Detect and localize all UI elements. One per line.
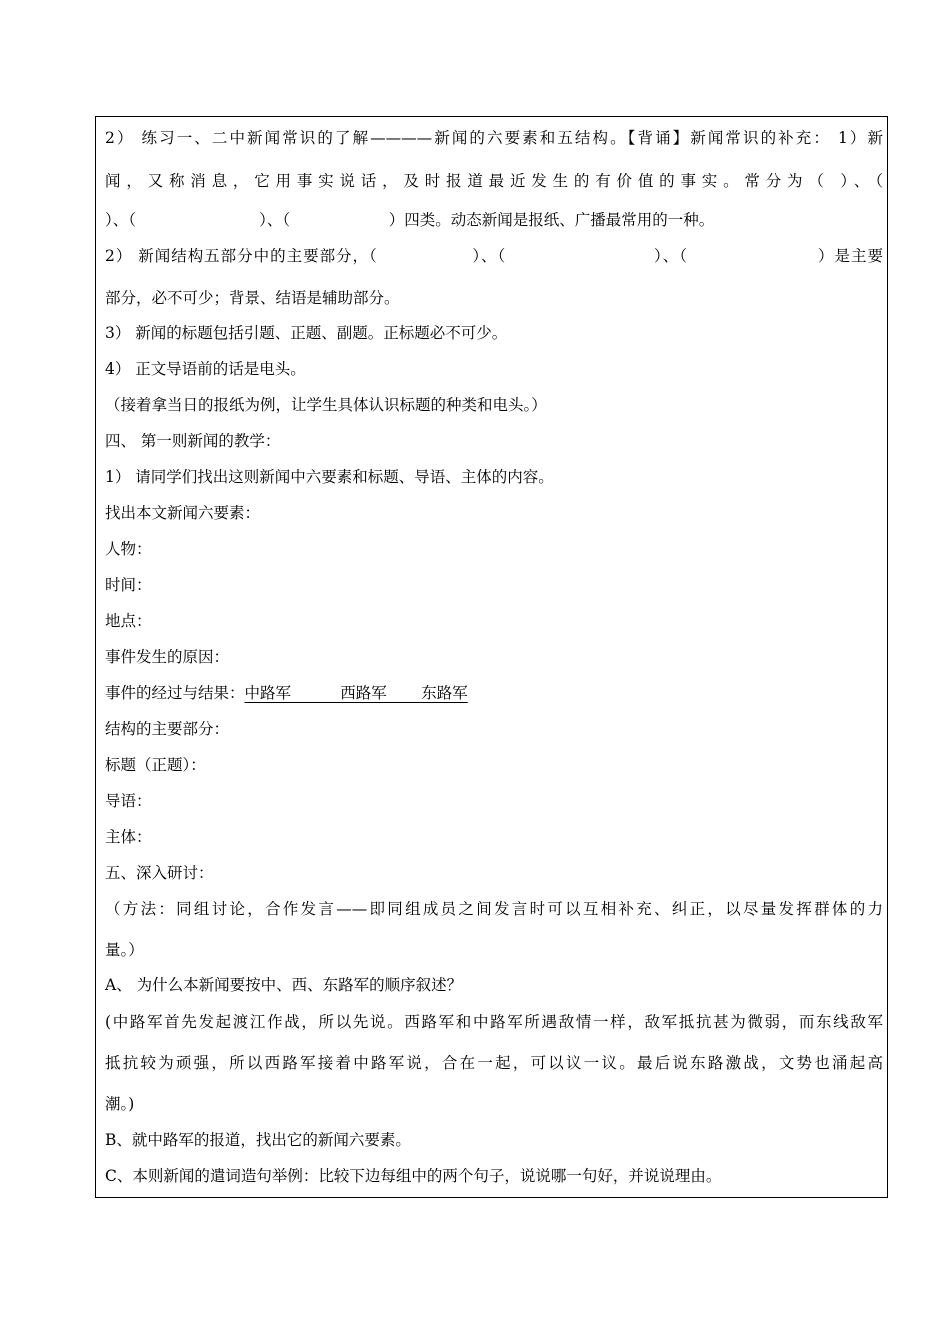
text-line: 时间： [105, 576, 152, 594]
text-line [105, 683, 883, 703]
text-line: 结构的主要部分： [105, 720, 230, 738]
text-line: 2） 新闻结构五部分中的主要部分，（ ）、（ ）、（ ）是主要 [105, 247, 883, 265]
text-line: 量。） [105, 941, 144, 959]
text-line: 人物： [105, 540, 152, 558]
text-line: 标题（正题）： [105, 756, 206, 774]
text-line: A、 为什么本新闻要按中、西、东路军的顺序叙述？ [105, 976, 463, 994]
section-heading: 五、深入研讨： [105, 864, 214, 882]
text-line: 找出本文新闻六要素： [105, 504, 261, 522]
text-line: 潮。) [105, 1095, 135, 1113]
section-heading: 四、 第一则新闻的教学： [105, 432, 281, 450]
text-line: ）、（ ）、（ ）四类。动态新闻是报纸、广播最常用的一种。 [105, 211, 715, 229]
text-line: 主体： [105, 828, 152, 846]
text-line: C、本则新闻的遣词造句举例：比较下边每组中的两个句子，说说哪一句好，并说说理由。 [105, 1167, 722, 1185]
text-line: 抵抗较为顽强，所以西路军接着中路军说，合在一起，可以议一议。最后说东路激战，文势也涌起高 [105, 1054, 883, 1072]
text-line: （接着拿当日的报纸为例，让学生具体认识标题的种类和电头。） [105, 396, 547, 414]
underlined-text: 中路军 西路军 东路军 [244, 684, 468, 702]
text-line: 3） 新闻的标题包括引题、正题、副题。正标题必不可少。 [105, 324, 508, 342]
text-line: 导语： [105, 792, 152, 810]
text-line: 地点： [105, 612, 152, 630]
text-line: B、就中路军的报道，找出它的新闻六要素。 [105, 1131, 411, 1149]
text-line: 部分，必不可少；背景、结语是辅助部分。 [105, 289, 400, 307]
text-line: 闻，又称消息，它用事实说话，及时报道最近发生的有价值的事实。常分为（ ）、（ [105, 172, 883, 190]
text-line: 2） 练习一、二中新闻常识的了解————新闻的六要素和五结构。【背诵】新闻常识的补充： 1）新 [105, 129, 883, 147]
text-line: （方法：同组讨论，合作发言——即同组成员之间发言时可以互相补充、纠正，以尽量发挥群体的力 [105, 900, 883, 918]
text-line: 4） 正文导语前的话是电头。 [105, 360, 306, 378]
text-line: 事件发生的原因： [105, 648, 230, 666]
text-line: 1） 请同学们找出这则新闻中六要素和标题、导语、主体的内容。 [105, 468, 554, 486]
text-label: 事件的经过与结果： [105, 684, 245, 702]
text-line: (中路军首先发起渡江作战，所以先说。西路军和中路军所遇敌情一样，敌军抵抗甚为微弱，而东线敌军 [105, 1013, 883, 1031]
